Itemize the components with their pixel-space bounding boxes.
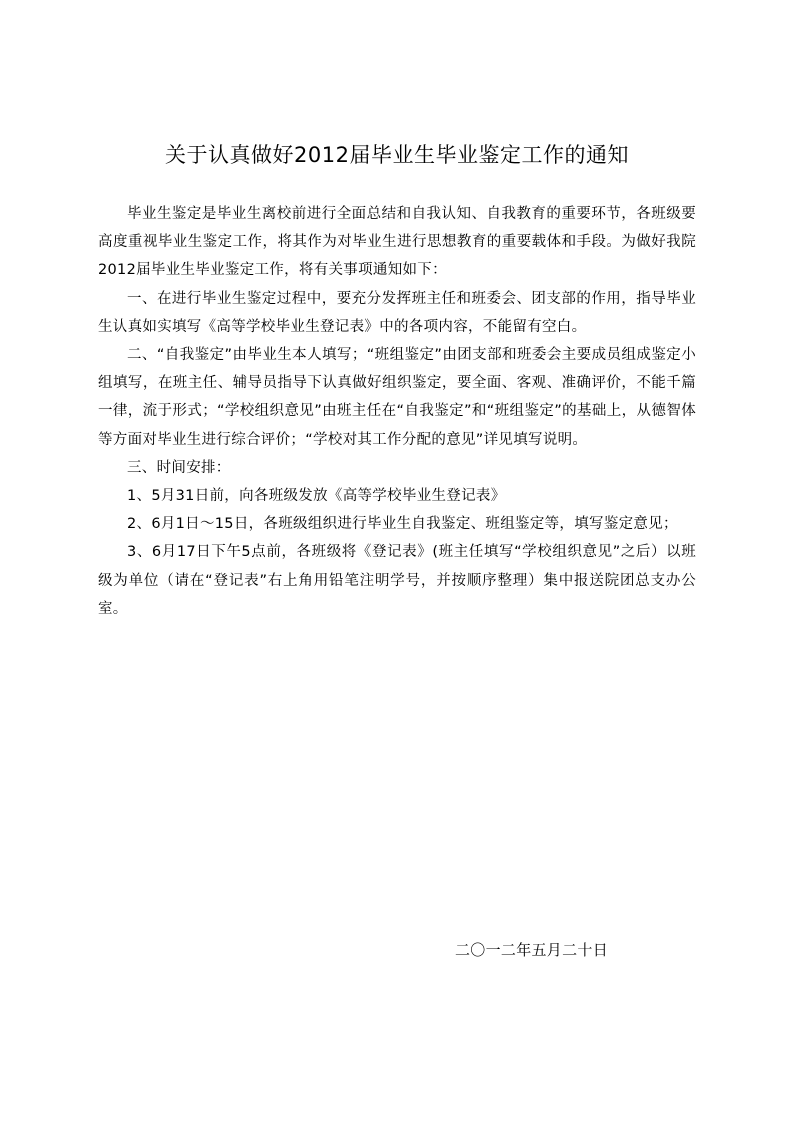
- paragraph-schedule-3: 3、6月17日下午5点前，各班级将《登记表》(班主任填写“学校组织意见”之后）以班级为单位（请在“登记表”右上角用铅笔注明学号，并按顺序整理）集中报送院团总支办公室。: [98, 544, 696, 617]
- paragraph-item-3-heading: 三、时间安排：: [127, 459, 231, 476]
- document-title: 关于认真做好2012届毕业生毕业鉴定工作的通知: [165, 143, 629, 167]
- document-date: 二〇一二年五月二十日: [455, 941, 609, 959]
- document-body: [98, 200, 696, 623]
- paragraph-item-1: 一、在进行毕业生鉴定过程中，要充分发挥班主任和班委会、团支部的作用，指导毕业生认真如实填写《高等学校毕业生登记表》中的各项内容，不能留有空白。: [98, 290, 696, 335]
- paragraph-schedule-2: 2、6月1日～15日，各班级组织进行毕业生自我鉴定、班组鉴定等，填写鉴定意见；: [127, 516, 678, 533]
- paragraph-item-2: 二、“自我鉴定”由毕业生本人填写；“班组鉴定”由团支部和班委会主要成员组成鉴定小组填写，在班主任、辅导员指导下认真做好组织鉴定，要全面、客观、准确评价，不能千篇一律，流于形式；“学校组织意见”由班主任在“自我鉴定”和“班组鉴定”的基础上，从德智体等方面对毕业生进行综合评价；“学校对其工作分配的意见”详见填写说明。: [98, 347, 696, 448]
- paragraph-schedule-1: 1、5月31日前，向各班级发放《高等学校毕业生登记表》: [127, 488, 506, 505]
- paragraph-intro: 毕业生鉴定是毕业生离校前进行全面总结和自我认知、自我教育的重要环节，各班级要高度重视毕业生鉴定工作，将其作为对毕业生进行思想教育的重要载体和手段。为做好我院2012届毕业生毕业鉴定工作，将有关事项通知如下：: [98, 206, 696, 279]
